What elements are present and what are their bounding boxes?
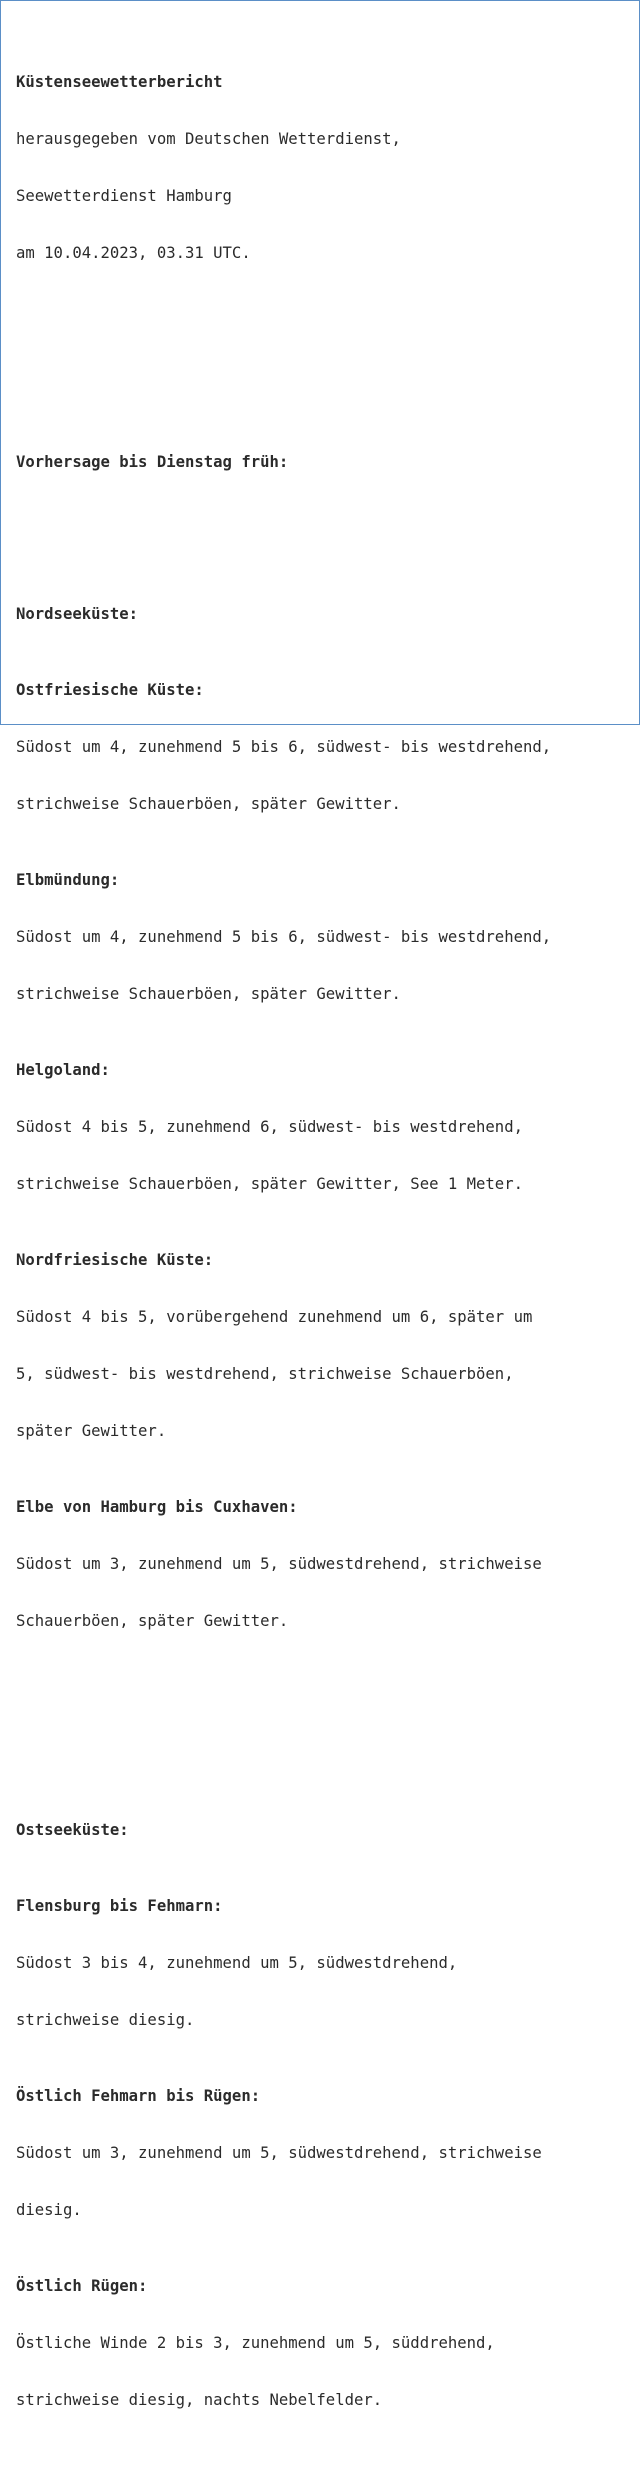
issuer-office-line: Seewetterdienst Hamburg bbox=[16, 187, 232, 205]
region-forecast-line: 5, südwest- bis westdrehend, strichweise Schauerböen, bbox=[16, 1365, 514, 1383]
weather-report bbox=[16, 16, 634, 2467]
region-name: Elbe von Hamburg bis Cuxhaven: bbox=[16, 1498, 298, 1516]
section-heading-nordsee: Nordseeküste: bbox=[16, 605, 139, 623]
spacer bbox=[16, 1745, 634, 1764]
region-forecast-line: Südost 3 bis 4, zunehmend um 5, südwestdrehend, bbox=[16, 1954, 458, 1972]
region-name: Östlich Rügen: bbox=[16, 2277, 148, 2295]
region-name: Nordfriesische Küste: bbox=[16, 1251, 214, 1269]
spacer bbox=[16, 1688, 634, 1707]
region-forecast-line: Südost um 4, zunehmend 5 bis 6, südwest- bis westdrehend, bbox=[16, 738, 552, 756]
region-forecast-line: diesig. bbox=[16, 2201, 82, 2219]
region-name: Östlich Fehmarn bis Rügen: bbox=[16, 2087, 261, 2105]
region-forecast-line: Östliche Winde 2 bis 3, zunehmend um 5, süddrehend, bbox=[16, 2334, 495, 2352]
region-forecast-line: strichweise diesig, nachts Nebelfelder. bbox=[16, 2391, 383, 2409]
region-name: Ostfriesische Küste: bbox=[16, 681, 204, 699]
region-forecast-line: strichweise Schauerböen, später Gewitter. bbox=[16, 795, 401, 813]
region-forecast-line: Südost um 4, zunehmend 5 bis 6, südwest- bis westdrehend, bbox=[16, 928, 552, 946]
region-name: Helgoland: bbox=[16, 1061, 110, 1079]
region-forecast-line: Südost um 3, zunehmend um 5, südwestdrehend, strichweise bbox=[16, 2144, 542, 2162]
region-forecast-line: später Gewitter. bbox=[16, 1422, 167, 1440]
region-forecast-line: strichweise Schauerböen, später Gewitter, See 1 Meter. bbox=[16, 1175, 523, 1193]
region-name: Elbmündung: bbox=[16, 871, 120, 889]
region-forecast-line: Südost 4 bis 5, vorübergehend zunehmend um 6, später um bbox=[16, 1308, 533, 1326]
spacer bbox=[16, 529, 634, 548]
spacer bbox=[16, 377, 634, 396]
region-forecast-line: Schauerböen, später Gewitter. bbox=[16, 1612, 289, 1630]
spacer bbox=[16, 320, 634, 339]
issuer-line: herausgegeben vom Deutschen Wetterdienst, bbox=[16, 130, 401, 148]
region-forecast-line: Südost 4 bis 5, zunehmend 6, südwest- bis westdrehend, bbox=[16, 1118, 523, 1136]
forecast-heading: Vorhersage bis Dienstag früh: bbox=[16, 453, 289, 471]
report-title: Küstenseewetterbericht bbox=[16, 73, 223, 91]
region-forecast-line: Südost um 3, zunehmend um 5, südwestdrehend, strichweise bbox=[16, 1555, 542, 1573]
region-forecast-line: strichweise diesig. bbox=[16, 2011, 195, 2029]
region-name: Flensburg bis Fehmarn: bbox=[16, 1897, 223, 1915]
region-forecast-line: strichweise Schauerböen, später Gewitter. bbox=[16, 985, 401, 1003]
issue-date-line: am 10.04.2023, 03.31 UTC. bbox=[16, 244, 251, 262]
section-heading-ostsee: Ostseeküste: bbox=[16, 1821, 129, 1839]
